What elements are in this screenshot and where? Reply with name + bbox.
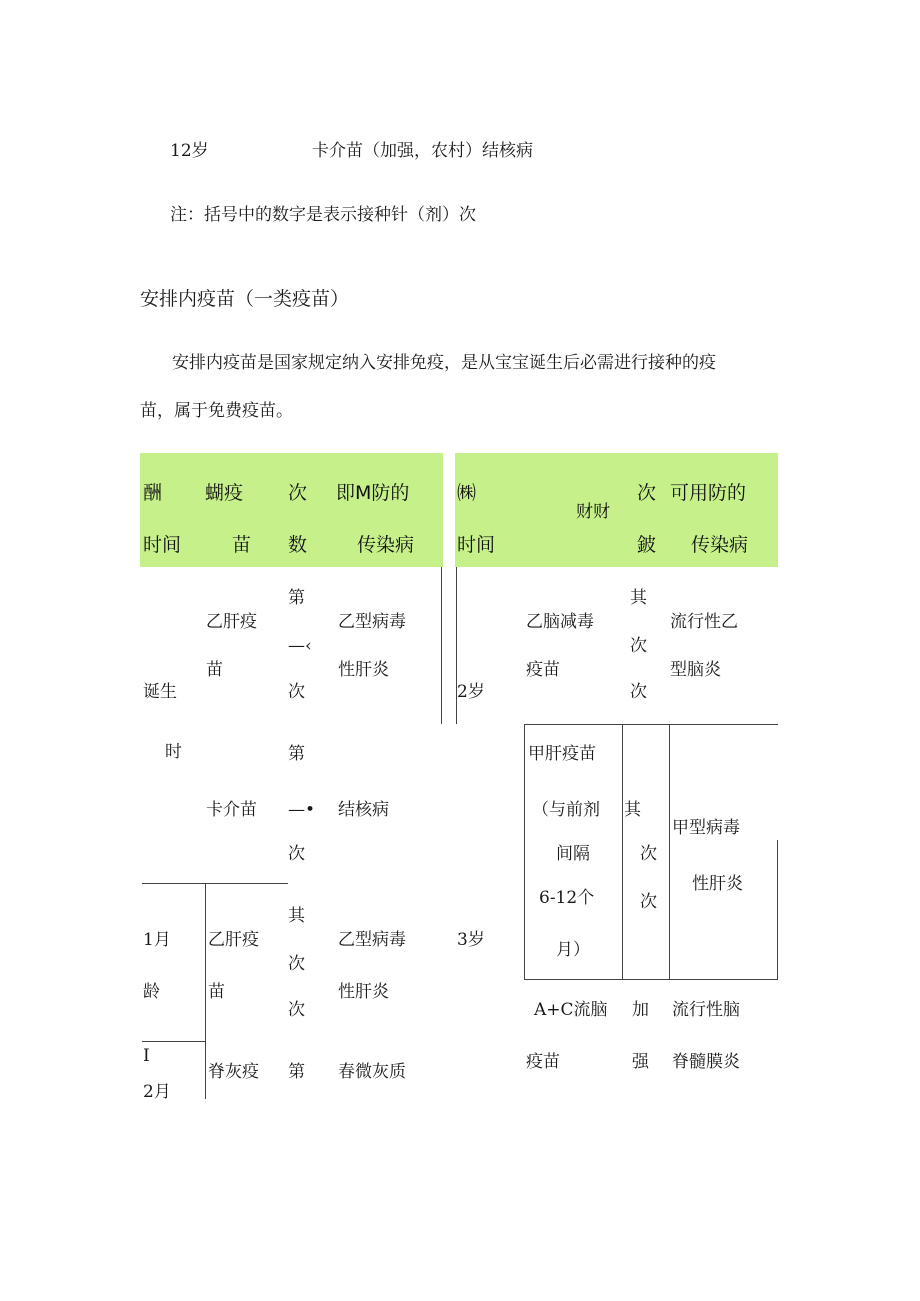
two-month-top-line	[142, 1041, 206, 1042]
hepa-vaccine-a: 甲肝疫苗	[528, 744, 596, 764]
bcg-dose-b: —•	[288, 800, 316, 820]
left-hdr-disease-b: 传染病	[357, 534, 415, 556]
divider-left-table-right	[441, 567, 442, 724]
left-hdr-disease-a: 即M防的	[336, 482, 410, 504]
hepb-1-disease-b: 性肝炎	[338, 660, 389, 680]
hepb-2-vaccine-b: 苗	[208, 982, 225, 1002]
left-hdr-dose-b: 数	[288, 534, 308, 556]
hep-a-mid-line-2	[669, 724, 670, 980]
hepa-vaccine-d: 6-12个	[539, 888, 595, 908]
right-hdr-dose-b: 鈹	[637, 534, 657, 556]
hepb-2-dose-a: 其	[288, 906, 305, 926]
polio-dose: 第	[288, 1062, 305, 1082]
hepa-vaccine-b: （与前剂	[532, 800, 600, 820]
hep-a-mid-line-1	[622, 724, 623, 980]
right-hdr-disease-a: 可用防的	[670, 482, 747, 504]
paragraph-line-2: 苗，属于免费疫苗。	[140, 401, 293, 421]
bcg-disease: 结核病	[338, 800, 389, 820]
one-month-time-b: 龄	[143, 982, 160, 1002]
hep-a-bottom-line	[524, 979, 778, 980]
hepb-2-disease-b: 性肝炎	[338, 982, 389, 1002]
hepb-1-vaccine-b: 苗	[206, 660, 223, 680]
hepb-1-dose-c: 次	[288, 682, 305, 702]
hepa-vaccine-c: 间隔	[556, 844, 590, 864]
bcg-dose-c: 次	[288, 844, 305, 864]
left-hdr-time-b: 时间	[143, 534, 182, 556]
age-12: 12岁	[170, 141, 209, 161]
hepa-disease-a: 甲型病毒	[672, 818, 740, 838]
right-hdr-dose-a: 次	[637, 482, 657, 504]
section-heading: 安排内疫苗（一类疫苗）	[140, 288, 350, 310]
men-dose-b: 强	[632, 1052, 649, 1072]
men-disease-a: 流行性脑	[672, 1000, 740, 1020]
polio-vaccine: 脊灰疫	[208, 1062, 259, 1082]
right-hdr-time-a: ㈱	[457, 482, 477, 504]
left-hdr-vaccine-a: 蝴疫	[205, 482, 244, 504]
three-year-time: 3岁	[457, 930, 485, 950]
one-month-top-line	[142, 883, 288, 884]
hepb-2-vaccine-a: 乙肝疫	[208, 930, 259, 950]
two-month-time-b: 2月	[143, 1082, 171, 1102]
hepa-dose-a: 其	[624, 800, 641, 820]
hepb-2-disease-a: 乙型病毒	[338, 930, 406, 950]
hepb-1-vaccine-a: 乙肝疫	[206, 612, 257, 632]
bcg-vaccine: 卡介苗	[206, 800, 257, 820]
je-dose-b: 次	[630, 636, 647, 656]
note-line: 注：括号中的数字是表示接种针（剂）次	[170, 205, 476, 225]
je-disease-b: 型脑炎	[670, 660, 721, 680]
men-disease-b: 脊髓膜炎	[672, 1052, 740, 1072]
two-year-time: 2岁	[457, 682, 485, 702]
hepb-1-disease-a: 乙型病毒	[338, 612, 406, 632]
hepa-vaccine-e: 月）	[556, 940, 590, 960]
one-month-time-a: 1月	[143, 930, 171, 950]
je-dose-a: 其	[630, 588, 647, 608]
left-hdr-time-a: 酬	[143, 482, 163, 504]
hep-a-left-line	[524, 724, 525, 980]
men-vaccine-a: A+C流脑	[534, 1000, 608, 1020]
right-hdr-vaccine: 财财	[576, 502, 610, 522]
je-disease-a: 流行性乙	[670, 612, 738, 632]
polio-disease: 春微灰质	[338, 1062, 406, 1082]
one-month-vaccine-line	[205, 883, 206, 1099]
hepb-1-dose-b: —‹	[288, 636, 312, 656]
hepa-disease-b: 性肝炎	[692, 874, 743, 894]
hepb-2-dose-c: 次	[288, 1000, 305, 1020]
hepb-1-dose-a: 第	[288, 588, 305, 608]
je-dose-c: 次	[630, 682, 647, 702]
men-vaccine-b: 疫苗	[526, 1052, 560, 1072]
two-month-time-a: I	[143, 1046, 150, 1066]
vaccine-12: 卡介苗（加强，农村）结核病	[312, 141, 533, 161]
right-hdr-time-b: 时间	[457, 534, 496, 556]
right-hdr-disease-b: 传染病	[691, 534, 749, 556]
left-hdr-dose-a: 次	[288, 482, 308, 504]
je-vaccine-a: 乙脑减毒	[526, 612, 594, 632]
birth-time-b: 时	[165, 742, 182, 762]
hep-a-top-line	[524, 724, 778, 725]
hepa-dose-b: 次	[640, 844, 657, 864]
birth-time-a: 诞生	[143, 682, 177, 702]
left-hdr-vaccine-b: 苗	[232, 534, 252, 556]
paragraph-line-1: 安排内疫苗是国家规定纳入安排免疫，是从宝宝诞生后必需进行接种的疫	[172, 353, 716, 373]
men-dose-a: 加	[632, 1000, 649, 1020]
bcg-dose-a: 第	[288, 744, 305, 764]
hepa-dose-c: 次	[640, 892, 657, 912]
hepb-2-dose-b: 次	[288, 954, 305, 974]
je-vaccine-b: 疫苗	[526, 660, 560, 680]
hep-a-right-line	[777, 840, 778, 980]
